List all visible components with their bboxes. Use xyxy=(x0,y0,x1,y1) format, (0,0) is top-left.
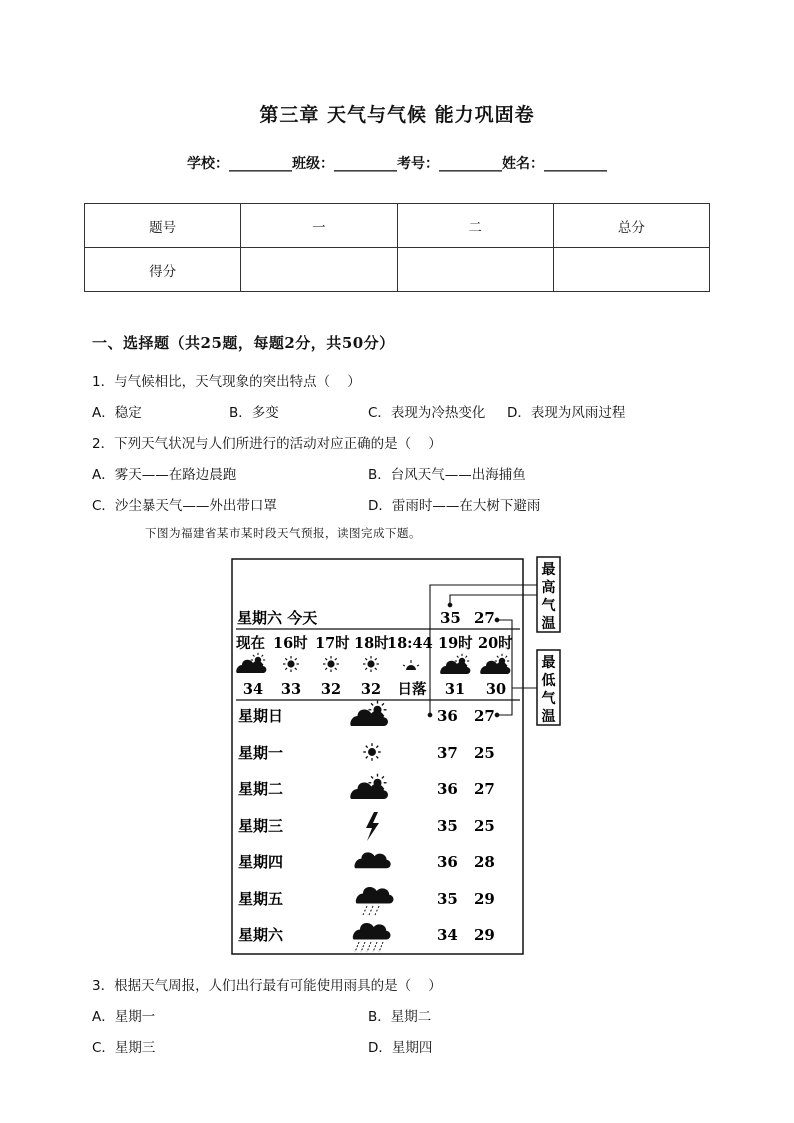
question-1-option-c: C．表现为冷热变化 xyxy=(368,405,486,421)
partly-cloudy-icon xyxy=(350,774,388,799)
day-low: 27 xyxy=(474,780,495,798)
score-cell xyxy=(397,248,553,292)
day-high: 36 xyxy=(437,780,458,798)
hour-label: 17时 xyxy=(315,635,350,652)
day-label: 星期四 xyxy=(238,853,284,871)
partly-cloudy-icon xyxy=(480,654,510,674)
hour-temp: 32 xyxy=(360,681,382,698)
hour-temp: 31 xyxy=(444,681,466,698)
low-label-char: 气 xyxy=(541,691,556,707)
score-table-header-row xyxy=(85,204,710,248)
sun-icon xyxy=(283,656,299,672)
question-3-option-d: D．星期四 xyxy=(368,1040,433,1056)
question-1-option-a: A．稳定 xyxy=(92,405,142,421)
heavy-rain-cloud-icon xyxy=(353,923,391,952)
today-high: 35 xyxy=(440,609,461,627)
question-3-stem: 3．根据天气周报，人们出行最有可能使用雨具的是（ ） xyxy=(92,978,442,994)
page-title: 第三章 天气与气候 能力巩固卷 xyxy=(259,104,535,126)
high-label-char: 高 xyxy=(541,580,556,596)
high-label-char: 气 xyxy=(541,598,556,614)
hour-label: 16时 xyxy=(273,635,308,652)
hour-label: 现在 xyxy=(236,635,265,652)
hour-temp: 日落 xyxy=(397,681,427,698)
day-high: 36 xyxy=(437,707,458,725)
low-label-char: 低 xyxy=(541,673,556,689)
question-1-stem: 1．与气候相比，天气现象的突出特点（ ） xyxy=(92,374,361,390)
high-label-char: 温 xyxy=(541,616,556,632)
day-low: 27 xyxy=(474,707,495,725)
partly-cloudy-icon xyxy=(350,701,388,726)
high-label-char: 最 xyxy=(541,562,556,578)
hour-label: 19时 xyxy=(438,635,473,652)
day-low: 29 xyxy=(474,890,495,908)
score-row-label: 得分 xyxy=(85,248,241,292)
day-low: 29 xyxy=(474,926,495,944)
question-2-option-a: A．雾天——在路边晨跑 xyxy=(92,467,237,483)
figure-note: 下图为福建省某市某时段天气预报，读图完成下题。 xyxy=(145,526,421,540)
rain-cloud-icon xyxy=(356,887,394,915)
section-heading: 一、选择题（共25题，每题2分，共50分） xyxy=(92,334,395,352)
lightning-icon xyxy=(366,812,379,841)
student-info-line: 学校：_________班级：_________考号：_________姓名：_________ xyxy=(187,156,607,172)
question-1-option-d: D．表现为风雨过程 xyxy=(507,405,626,421)
hour-label: 18:44 xyxy=(387,635,433,652)
partly-cloudy-icon xyxy=(440,654,470,674)
sun-icon xyxy=(323,656,339,672)
score-table xyxy=(84,203,710,292)
question-1-option-b: B．多变 xyxy=(229,405,279,421)
hour-temp: 34 xyxy=(242,681,264,698)
day-low: 25 xyxy=(474,744,495,762)
day-low: 25 xyxy=(474,817,495,835)
low-label-char: 最 xyxy=(541,655,556,671)
day-low: 28 xyxy=(474,853,495,871)
score-header-cell: 总分 xyxy=(553,204,709,248)
sunset-icon xyxy=(403,660,419,670)
day-high: 34 xyxy=(437,926,458,944)
question-2-option-c: C．沙尘暴天气——外出带口罩 xyxy=(92,498,277,514)
hour-label: 20时 xyxy=(478,635,513,652)
day-high: 36 xyxy=(437,853,458,871)
score-header-cell: 题号 xyxy=(85,204,241,248)
question-2-option-b: B．台风天气——出海捕鱼 xyxy=(368,467,526,483)
day-high: 35 xyxy=(437,890,458,908)
day-label: 星期三 xyxy=(238,817,284,835)
question-2-option-d: D．雷雨时——在大树下避雨 xyxy=(368,498,541,514)
day-label: 星期六 xyxy=(238,926,284,944)
cloud-icon xyxy=(354,852,390,868)
day-high: 35 xyxy=(437,817,458,835)
weather-forecast-figure xyxy=(228,553,568,958)
today-low: 27 xyxy=(474,609,495,627)
hour-temp: 32 xyxy=(320,681,342,698)
score-table-score-row xyxy=(85,248,710,292)
score-header-cell: 二 xyxy=(397,204,553,248)
score-cell xyxy=(553,248,709,292)
score-cell xyxy=(241,248,397,292)
hour-temp: 33 xyxy=(280,681,302,698)
partly-cloudy-icon xyxy=(236,653,266,673)
today-label: 星期六 今天 xyxy=(237,609,318,627)
hour-temp: 30 xyxy=(485,681,507,698)
day-label: 星期一 xyxy=(238,744,284,762)
score-header-cell: 一 xyxy=(241,204,397,248)
day-label: 星期日 xyxy=(238,707,284,725)
sun-icon xyxy=(363,656,379,672)
hour-label: 18时 xyxy=(354,635,389,652)
question-3-option-b: B．星期二 xyxy=(368,1009,432,1025)
question-3-option-c: C．星期三 xyxy=(92,1040,156,1056)
question-2-stem: 2．下列天气状况与人们所进行的活动对应正确的是（ ） xyxy=(92,436,442,452)
day-label: 星期二 xyxy=(238,780,284,798)
day-label: 星期五 xyxy=(238,890,284,908)
low-label-char: 温 xyxy=(541,709,556,725)
day-high: 37 xyxy=(437,744,458,762)
question-3-option-a: A．星期一 xyxy=(92,1009,156,1025)
sun-icon xyxy=(363,743,381,761)
